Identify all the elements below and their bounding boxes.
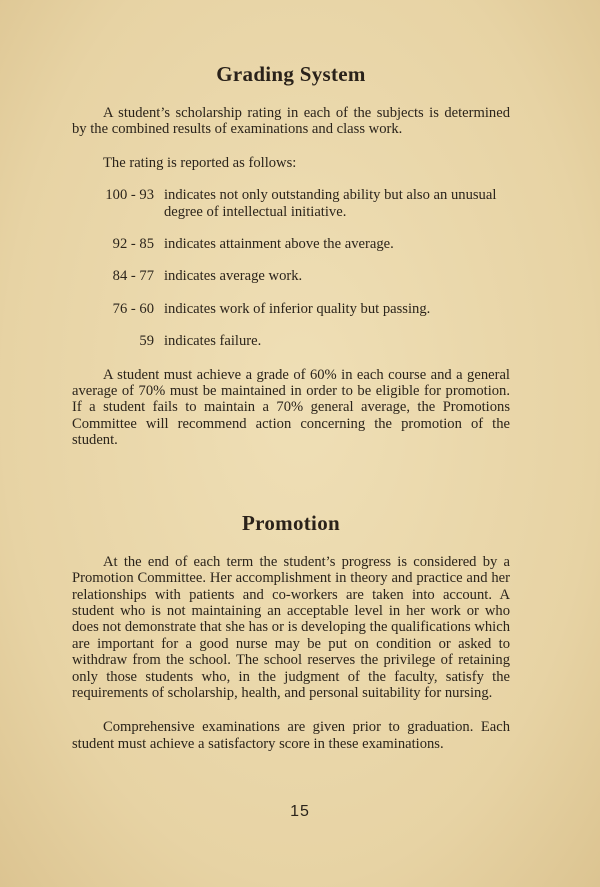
grade-description: indicates work of inferior quality but passing.: [164, 300, 431, 317]
grade-description: indicates not only outstanding ability but also an unusual degree of intellectual initiative.: [164, 187, 497, 220]
grade-range: 59: [139, 333, 154, 350]
comprehensive-exams-paragraph: Comprehensive examinations are given prior to graduation. Each student must achieve a satisfactory score in these examinations.: [72, 719, 510, 752]
grade-row: [72, 333, 510, 349]
grade-range: 100 - 93: [105, 187, 154, 204]
page-number: 15: [290, 803, 310, 820]
rating-intro-paragraph: The rating is reported as follows:: [103, 154, 297, 171]
grade-description: indicates failure.: [164, 333, 262, 350]
grade-range: 76 - 60: [112, 300, 154, 317]
promotion-heading: Promotion: [242, 510, 340, 535]
grade-description: indicates attainment above the average.: [164, 236, 394, 253]
grade-row: [72, 268, 510, 284]
promotion-requirement-paragraph: A student must achieve a grade of 60% in each course and a general average of 70% must be maintained in order to be eligible for promotion. If a student fails to maintain a 70% general average, the Promotions Committee will recommend action concerning the promotion of the student.: [72, 366, 510, 449]
grading-system-heading: Grading System: [216, 62, 366, 86]
page-content: [72, 62, 510, 752]
grade-row: [72, 187, 510, 220]
promotion-committee-paragraph: At the end of each term the student’s progress is considered by a Promotion Committee. Her accomplishment in theory and practice and her relationships with patients and co-workers are taken into account. A student who is not maintaining an acceptable level in her work or who does not demonstrate that she has or is developing the qualifications which are important for a good nurse may be put on condition or asked to withdraw from the school. The school reserves the privilege of retaining only those students who, in the judgment of the faculty, satisfy the requirements of scholarship, health, and personal suitability for nursing.: [72, 553, 510, 701]
grade-row: [72, 236, 510, 252]
grade-range: 92 - 85: [112, 236, 154, 253]
grade-scale-list: [72, 187, 510, 349]
grade-range: 84 - 77: [112, 268, 154, 285]
grading-intro-paragraph: A student’s scholarship rating in each of the subjects is determined by the combined results of examinations and class work.: [72, 105, 510, 138]
grade-row: [72, 301, 510, 317]
grade-description: indicates average work.: [164, 268, 303, 285]
